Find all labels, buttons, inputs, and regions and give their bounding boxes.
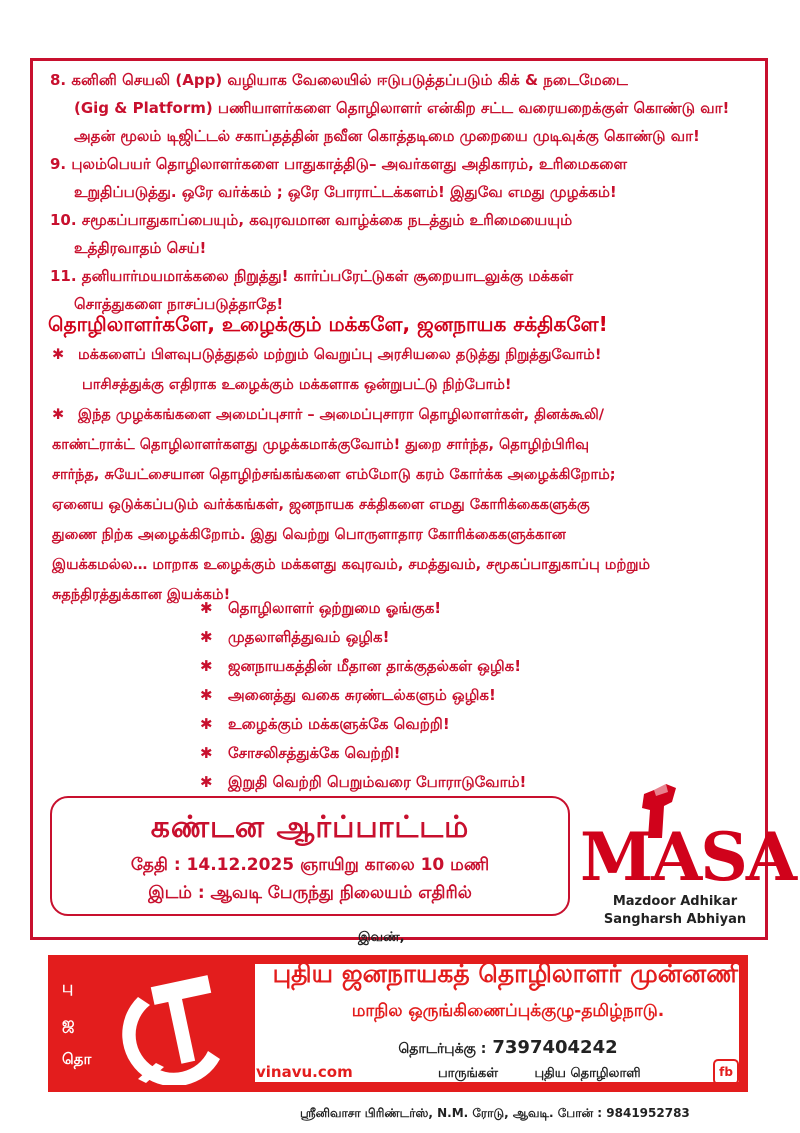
contact-label: தொடர்புக்கு : xyxy=(398,1041,487,1057)
demand-item xyxy=(50,262,760,318)
appeal-paragraph-2 xyxy=(52,400,762,430)
appeal-line: துணை நிற்க அழைக்கிறோம். இது வெற்று பொருளாதார கோரிக்கைகளுக்கான xyxy=(52,527,566,543)
demand-text-continued: உத்திரவாதம் செய்! xyxy=(74,239,207,257)
masa-subtitle-1: Mazdoor Adhikar xyxy=(612,894,738,909)
masa-wordmark: MASA xyxy=(580,818,796,896)
appeal-line: மக்களைப் பிளவுபடுத்துதல் மற்றும் வெறுப்பு அரசியலை தடுத்து நிறுத்துவோம்! xyxy=(78,347,602,363)
demand-text-continued: சொத்துகளை நாசப்படுத்தாதே! xyxy=(74,295,284,313)
asterisk-icon: ✱ xyxy=(52,407,65,423)
protest-title: கண்டன ஆர்ப்பாட்டம் xyxy=(150,810,470,845)
social-links xyxy=(438,1066,673,1082)
website-link[interactable]: vinavu.com xyxy=(256,1063,353,1081)
view-label: பாருங்கள் xyxy=(438,1066,498,1081)
organization-name: புதிய ஜனநாயகத் தொழிலாளர் முன்னணி xyxy=(272,959,744,988)
organization-banner xyxy=(48,955,748,1104)
appeal-line: இந்த முழக்கங்களை அமைப்புசார் – அமைப்புசாரா தொழிலாளர்கள், தினக்கூலி/ xyxy=(78,407,605,423)
appeal-headline: தொழிலாளர்களே, உழைக்கும் மக்களே, ஜனநாயக சக்திகளே! xyxy=(48,312,608,336)
appeal-section xyxy=(52,340,762,610)
demand-text-continued: உறுதிப்படுத்து. ஒரே வர்க்கம் ; ஒரே போராட்டக்களம்! இதுவே எமது முழக்கம்! xyxy=(74,183,617,201)
slogan-item: ✱ ஜனநாயகத்தின் மீதான தாக்குதல்கள் ஒழிக! xyxy=(200,652,620,681)
protest-box xyxy=(50,796,570,916)
protest-place: இடம் : ஆவடி பேருந்து நிலையம் எதிரில் xyxy=(148,883,472,903)
asterisk-icon: ✱ xyxy=(200,773,213,791)
masa-logo xyxy=(580,780,796,940)
appeal-paragraph-1 xyxy=(52,340,762,370)
slogan-item: ✱ இறுதி வெற்றி பெறும்வரை போராடுவோம்! xyxy=(200,768,620,797)
slogan-item: ✱ அனைத்து வகை சுரண்டல்களும் ஒழிக! xyxy=(200,681,620,710)
demand-item xyxy=(50,66,760,150)
demand-text: 11. தனியார்மயமாக்கலை நிறுத்து! கார்ப்பரேட்டுகள் சூறையாடலுக்கு மக்கள் xyxy=(50,267,574,285)
asterisk-icon: ✱ xyxy=(200,686,213,704)
demand-item xyxy=(50,150,760,206)
demand-text: 10. சமூகப்பாதுகாப்பையும், கவுரவமான வாழ்க்கை நடத்தும் உரிமையையும் xyxy=(50,211,573,229)
appeal-line: இயக்கமல்ல… மாறாக உழைக்கும் மக்களது கவுரவம், சமத்துவம், சமூகப்பாதுகாப்பு மற்றும் xyxy=(52,557,651,573)
protest-date: தேதி : 14.12.2025 ஞாயிறு காலை 10 மணி xyxy=(130,855,490,875)
hammer-sickle-icon xyxy=(108,967,248,1085)
asterisk-icon: ✱ xyxy=(200,657,213,675)
signoff: இவண், xyxy=(358,930,405,945)
asterisk-icon: ✱ xyxy=(200,744,213,762)
facebook-icon[interactable]: fb xyxy=(713,1059,739,1085)
asterisk-icon: ✱ xyxy=(200,715,213,733)
demands-list xyxy=(50,66,760,318)
slogan-item: ✱ தொழிலாளர் ஒற்றுமை ஓங்குக! xyxy=(200,594,620,623)
slogan-item: ✱ முதலாளித்துவம் ஒழிக! xyxy=(200,623,620,652)
slogans-list xyxy=(200,594,620,797)
slogan-item: ✱ சோசலிசத்துக்கே வெற்றி! xyxy=(200,739,620,768)
asterisk-icon: ✱ xyxy=(52,347,65,363)
puthiya-thozhilali-link[interactable]: புதிய தொழிலாளி xyxy=(534,1066,641,1081)
masa-subtitle-2: Sangharsh Abhiyan xyxy=(603,912,747,927)
appeal-line: பாசிசத்துக்கு எதிராக உழைக்கும் மக்களாக ஒன்றுபட்டு நிற்போம்! xyxy=(82,377,512,393)
phone-number: 7397404242 xyxy=(492,1037,618,1058)
appeal-line: சார்ந்த, சுயேட்சையான தொழிற்சங்கங்களை எம்மோடு கரம் கோர்க்க அழைக்கிறோம்; xyxy=(52,467,616,483)
appeal-line: ஏனைய ஒடுக்கப்படும் வர்க்கங்கள், ஜனநாயக சக்திகளை எமது கோரிக்கைகளுக்கு xyxy=(52,497,590,513)
asterisk-icon: ✱ xyxy=(200,628,213,646)
appeal-line: சுதந்திரத்துக்கான இயக்கம்! xyxy=(52,587,231,603)
demand-text: 8. கனினி செயலி (App) வழியாக வேலையில் ஈடுபடுத்தப்படும் கிக் & நடைமேடை xyxy=(50,71,628,89)
asterisk-icon: ✱ xyxy=(200,599,213,617)
contact-line xyxy=(268,1037,748,1059)
slogan-item: ✱ உழைக்கும் மக்களுக்கே வெற்றி! xyxy=(200,710,620,739)
acronym-vertical: பு ஜ தொ மு xyxy=(62,978,92,1104)
demand-text: 9. புலம்பெயர் தொழிலாளர்களை பாதுகாத்திடு– அவர்களது அதிகாரம், உரிமைகளை xyxy=(50,155,628,173)
demand-text-continued: (Gig & Platform) பணியாளர்களை தொழிலாளர் என்கிற சட்ட வரையறைக்குள் கொண்டு வா! அதன் மூலம் டிஜிட்டல் சகாப்தத்தின் நவீன கொத்தடிமை முறையை முடிவுக்கு கொண்டு வா! xyxy=(74,99,730,145)
demand-item xyxy=(50,206,760,262)
appeal-line: காண்ட்ராக்ட் தொழிலாளர்களது முழக்கமாக்குவோம்! துறை சார்ந்த, தொழிற்பிரிவு xyxy=(52,437,590,453)
printer-credit: ஸ்ரீனிவாசா பிரிண்டர்ஸ், N.M. ரோடு, ஆவடி. போன் : 9841952783 xyxy=(300,1106,690,1120)
state-committee: மாநில ஒருங்கிணைப்புக்குழு-தமிழ்நாடு. xyxy=(351,1001,665,1021)
